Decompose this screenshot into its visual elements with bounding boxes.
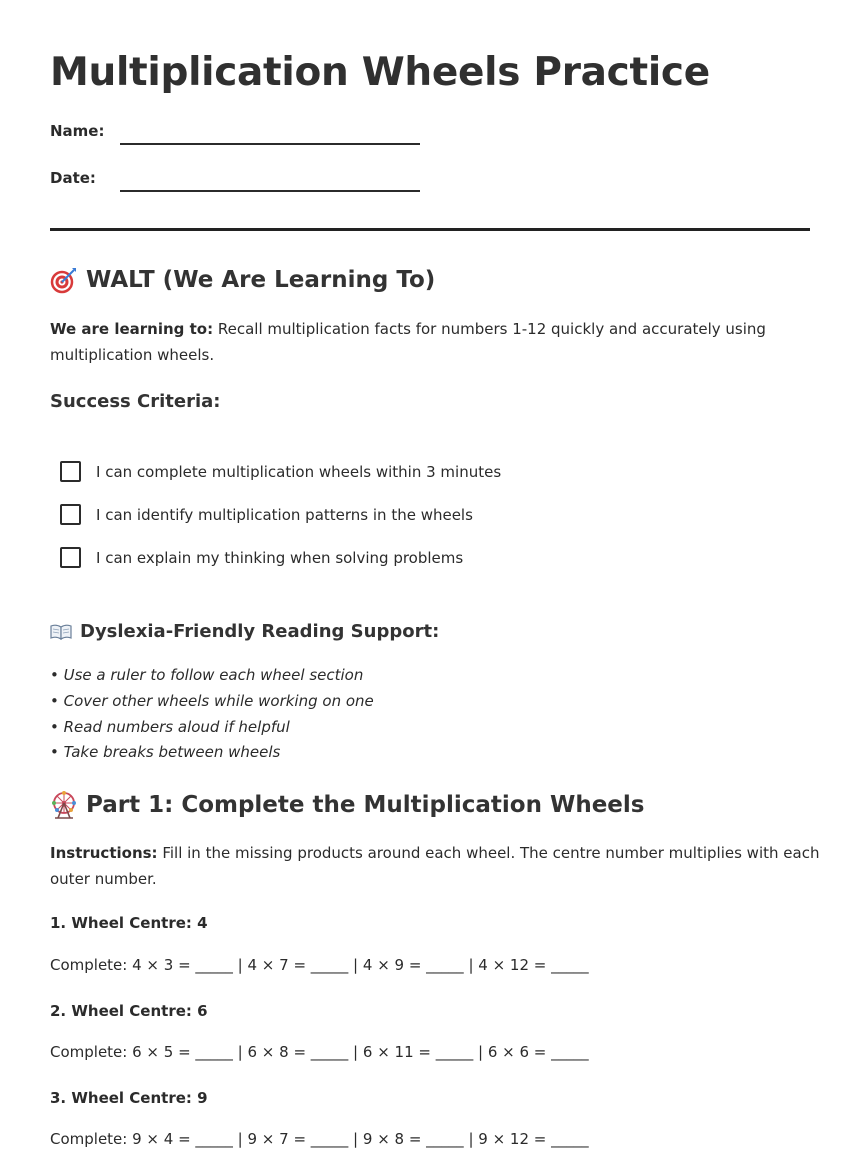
name-field[interactable]	[120, 143, 420, 145]
reading-tip: • Read numbers aloud if helpful	[50, 718, 290, 736]
name-label: Name:	[50, 122, 105, 140]
walt-heading	[50, 266, 435, 294]
date-field[interactable]	[120, 190, 420, 192]
criteria-checkbox[interactable]	[60, 504, 81, 525]
instructions-text: Fill in the missing products around each wheel. The centre number multiplies with each outer number.	[50, 844, 820, 888]
part1-heading-text: Part 1: Complete the Multiplication Wheels	[86, 792, 645, 818]
reading-support-heading	[50, 621, 439, 642]
part1-instructions	[50, 840, 820, 892]
walt-intro-bold: We are learning to:	[50, 320, 214, 338]
wheel-title: 1. Wheel Centre: 4	[50, 914, 208, 932]
reading-tip: • Use a ruler to follow each wheel section	[50, 666, 364, 684]
criteria-item[interactable]	[60, 504, 473, 525]
header-divider	[50, 228, 810, 231]
wheel-complete-line[interactable]: Complete: 9 × 4 = _____ | 9 × 7 = _____ | 9 × 8 = _____ | 9 × 12 = _____	[50, 1130, 589, 1148]
part1-heading	[50, 790, 644, 820]
success-criteria-heading: Success Criteria:	[50, 391, 221, 412]
wheel-title: 3. Wheel Centre: 9	[50, 1089, 208, 1107]
open-book-icon	[50, 624, 72, 640]
instructions-bold: Instructions:	[50, 844, 158, 862]
walt-intro	[50, 316, 820, 368]
criteria-label: I can identify multiplication patterns in the wheels	[96, 505, 473, 524]
page-title: Multiplication Wheels Practice	[50, 50, 710, 95]
walt-heading-text: WALT (We Are Learning To)	[86, 267, 436, 293]
criteria-label: I can complete multiplication wheels within 3 minutes	[96, 462, 502, 481]
target-icon	[50, 266, 78, 294]
walt-intro-text: Recall multiplication facts for numbers 1-12 quickly and accurately using multiplication wheels.	[50, 320, 766, 364]
date-label: Date:	[50, 169, 96, 187]
reading-support-heading-text: Dyslexia-Friendly Reading Support:	[80, 621, 440, 642]
reading-tip: • Cover other wheels while working on one	[50, 692, 374, 710]
reading-tip: • Take breaks between wheels	[50, 743, 281, 761]
wheel-complete-line[interactable]: Complete: 6 × 5 = _____ | 6 × 8 = _____ | 6 × 11 = _____ | 6 × 6 = _____	[50, 1043, 589, 1061]
wheel-complete-line[interactable]: Complete: 4 × 3 = _____ | 4 × 7 = _____ | 4 × 9 = _____ | 4 × 12 = _____	[50, 956, 589, 974]
criteria-item[interactable]	[60, 547, 463, 568]
criteria-item[interactable]	[60, 461, 501, 482]
criteria-checkbox[interactable]	[60, 461, 81, 482]
criteria-label: I can explain my thinking when solving problems	[96, 548, 464, 567]
criteria-checkbox[interactable]	[60, 547, 81, 568]
ferris-wheel-icon	[50, 790, 78, 820]
wheel-title: 2. Wheel Centre: 6	[50, 1002, 208, 1020]
